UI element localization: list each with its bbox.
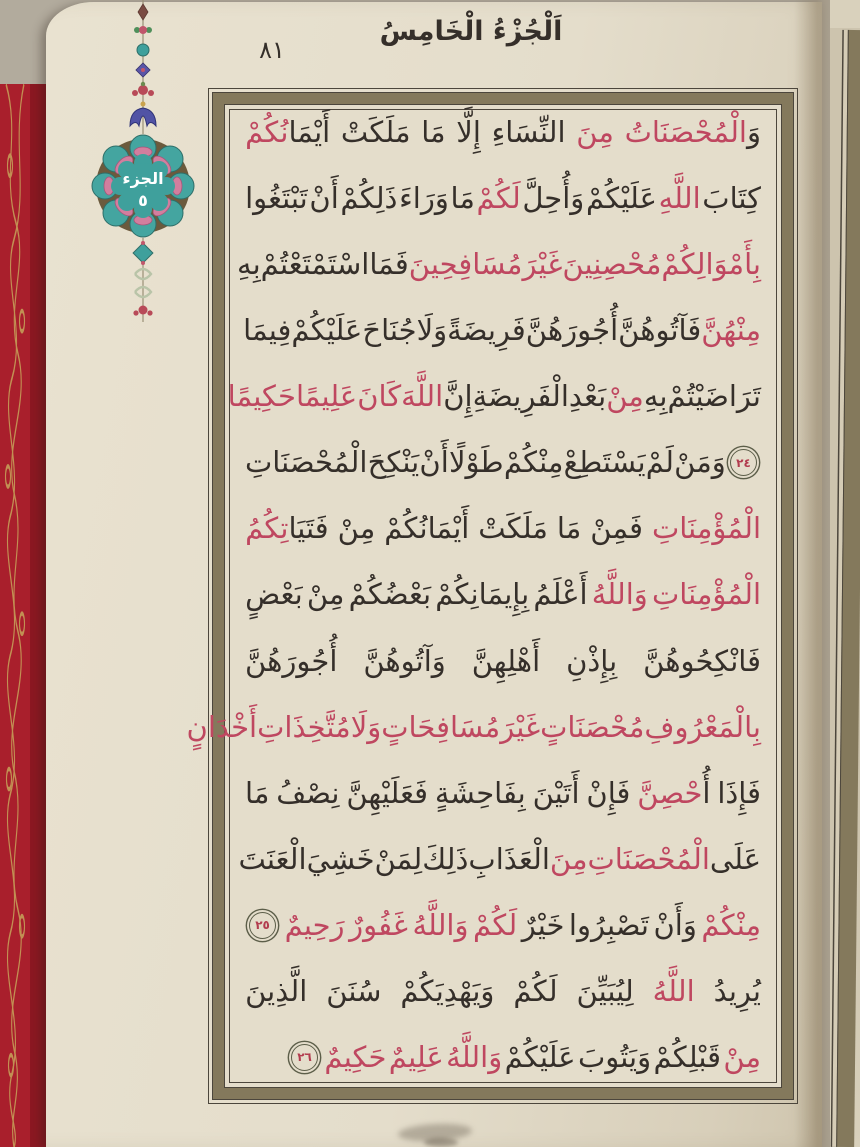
frame-band [186, 93, 793, 1099]
page-number: ٨١ [259, 36, 285, 64]
quran-word [306, 841, 375, 876]
quran-word [257, 709, 351, 744]
quran-word [381, 709, 501, 744]
highlighted-word-segment: اللَّهَ [401, 379, 444, 414]
verse-number: ٢٤ [736, 455, 751, 470]
quran-line [245, 643, 761, 678]
word-segment: لِيُبَيِّنَ [576, 973, 634, 1008]
quran-word [291, 313, 363, 348]
quran-frame [186, 88, 798, 1104]
quran-word [443, 379, 473, 414]
word-segment: لَمْ [645, 445, 674, 480]
word-segment: إِنَّ [443, 379, 473, 414]
quran-word [549, 841, 588, 876]
quran-word [478, 511, 548, 546]
quran-word [260, 247, 370, 282]
word-segment: طَوْلًا [449, 445, 504, 480]
quran-word [576, 115, 614, 149]
word-segment: بِإِذْنِ [566, 643, 618, 678]
highlighted-word-segment: الْمُحْصَنَاتِ [587, 841, 710, 876]
quran-word [388, 1039, 444, 1074]
word-segment: تَبْتَغُوا [245, 181, 308, 216]
word-segment: أَنْ [309, 181, 339, 216]
quran-word [591, 577, 648, 612]
facing-page-edge [830, 0, 860, 1147]
word-segment: عَلَيْكُمْ [291, 313, 363, 348]
word-segment: يُرِيدُ [713, 973, 761, 1008]
word-segment: فَرِيضَةً [447, 313, 526, 348]
quran-word [652, 973, 695, 1008]
quran-word [653, 907, 697, 942]
highlighted-word-segment: اللَّهُ [652, 973, 695, 1008]
quran-word [349, 907, 408, 942]
highlighted-word-segment: عَلِيمًا [295, 379, 358, 414]
word-segment: الْفَرِيضَةِ [472, 379, 569, 414]
word-segment: الْعَنَتَ [238, 841, 307, 876]
quran-word [522, 181, 585, 216]
quran-word [340, 181, 398, 216]
quran-word [585, 181, 657, 216]
word-segment: الَّذِينَ [245, 973, 308, 1008]
word-segment: بِفَاحِشَةٍ [434, 775, 526, 810]
word-segment: أُجُورَهُنَّ [245, 643, 338, 678]
quran-word [702, 181, 761, 216]
quran-word [532, 775, 580, 810]
highlighted-word-segment: مِنَ [549, 841, 588, 876]
word-segment: مِنْكُمْ [503, 445, 564, 480]
cover-gold-filigree-icon [0, 84, 32, 1147]
catchword-smudge [424, 1138, 458, 1147]
quran-line [245, 973, 761, 1008]
quran-line [245, 907, 761, 942]
quran-word [245, 445, 368, 480]
word-segment: فَمِنْ [590, 511, 643, 546]
quran-word [369, 247, 409, 282]
quran-word [645, 445, 674, 480]
quran-word [401, 379, 444, 414]
quran-word [449, 445, 504, 480]
word-segment: بَعْضُكُمْ [348, 577, 432, 612]
quran-word [503, 445, 564, 480]
quran-word [504, 1039, 576, 1074]
quran-line [227, 379, 761, 414]
word-segment: مَلَكَتْ [340, 115, 411, 149]
frame-outer-line [186, 92, 794, 1100]
quran-word [245, 577, 303, 612]
highlighted-word-segment: وَاللَّهُ [591, 577, 648, 612]
word-segment: أَيْمَا [288, 115, 331, 149]
word-segment: فَإِنْ [586, 775, 631, 810]
word-segment: أَيْمَانُكُمْ [384, 511, 470, 546]
quran-word [566, 643, 618, 678]
quran-word [238, 841, 307, 876]
quran-word [525, 313, 619, 348]
word-segment: فَمَا [369, 247, 409, 282]
quran-word [590, 511, 643, 546]
highlighted-word-segment: وَاللَّهُ [446, 1039, 503, 1074]
quran-word [637, 775, 711, 810]
word-segment: فَتَيَا [288, 511, 329, 546]
highlighted-word-segment: الْمُحْصَنَاتُ [624, 115, 747, 149]
highlighted-word-segment: أَخْدَانٍ [186, 709, 258, 744]
word-segment: جُنَاحَ [362, 313, 417, 348]
word-segment: مَلَكَتْ [478, 511, 548, 546]
highlighted-word-segment: مِنْكُمْ [701, 907, 761, 942]
quran-word [421, 115, 446, 149]
quran-word [667, 379, 761, 414]
highlighted-word-segment: رَحِيمٌ [284, 907, 345, 942]
word-segment: مَا [421, 115, 446, 149]
quran-word [363, 643, 446, 678]
word-segment: نِصْفُ [276, 775, 340, 810]
word-segment: وَآتُوهُنَّ [363, 643, 446, 678]
medallion-juz-number: ٥ [138, 191, 148, 210]
word-segment: أَهْلِهِنَّ [471, 643, 541, 678]
highlighted-word-segment: لَكُمْ [473, 907, 518, 942]
word-segment: مِنْ [337, 511, 376, 546]
word-segment: لِمَنْ [374, 841, 423, 876]
juz-header-title: اَلْجُزْءُ الْخَامِسُ [379, 16, 563, 47]
quran-word [618, 313, 702, 348]
highlighted-word-segment: غَفُورٌ [349, 907, 408, 942]
quran-line [245, 115, 761, 149]
quran-line [238, 841, 761, 876]
word-segment: سُنَنَ [326, 973, 382, 1008]
word-segment: وَرَاءَ [399, 181, 449, 216]
quran-word [243, 313, 292, 348]
quran-word [701, 907, 761, 942]
highlighted-word-segment: حَكِيمًا [227, 379, 296, 414]
word-segment: مَا [245, 775, 270, 810]
word-segment: خَشِيَ [306, 841, 375, 876]
highlighted-word-segment: بِالْمَعْرُوفِ [644, 709, 761, 744]
word-segment: مَا [556, 511, 582, 546]
quran-word [435, 577, 530, 612]
quran-word [576, 973, 634, 1008]
word-segment: وَمَنْ [674, 445, 726, 480]
quran-word [245, 643, 338, 678]
quran-word [606, 379, 644, 414]
quran-word [350, 709, 382, 744]
quran-word [362, 313, 417, 348]
quran-word [408, 247, 523, 282]
quran-word [468, 841, 550, 876]
highlighted-word-segment: مُسَافِحَاتٍ [381, 709, 501, 744]
word-segment: أَنْ [419, 445, 449, 480]
word-segment: مِنْ [306, 577, 345, 612]
word-segment: تَصْبِرُوا [568, 907, 649, 942]
word-segment: الْعَذَابِ [468, 841, 550, 876]
quran-word [324, 1039, 387, 1074]
frame-innermost-line [186, 109, 777, 1083]
word-segment: وَأَنْ [653, 907, 697, 942]
word-segment: إِلَّا [456, 115, 481, 149]
highlighted-word-segment: وَلَا [350, 709, 382, 744]
highlighted-word-segment: الْمُؤْمِنَاتِ [651, 511, 761, 546]
frame-inner-line [186, 104, 782, 1088]
highlighted-word-segment: وَاللَّهُ [412, 907, 469, 942]
quran-word [245, 775, 270, 810]
word-segment: قَبْلِكُمْ [653, 1039, 721, 1074]
quran-word [306, 577, 345, 612]
verse-number: ٢٦ [297, 1050, 312, 1065]
word-segment: ذَلِكُمْ [340, 181, 398, 216]
quran-word [400, 973, 495, 1008]
word-segment: فَعَلَيْهِنَّ [346, 775, 428, 810]
quran-word [384, 511, 470, 546]
quran-word [245, 181, 308, 216]
quran-word [513, 973, 558, 1008]
word-segment: وَأُحِلَّ [522, 181, 585, 216]
highlighted-word-segment: حَكِيمٌ [324, 1039, 387, 1074]
quran-word [701, 313, 761, 348]
word-segment: أُ [702, 775, 711, 810]
verse-end-marker [249, 912, 276, 939]
quran-word [245, 115, 331, 149]
word-segment: اسْتَمْتَعْتُمْ [260, 247, 370, 282]
quran-line [245, 577, 761, 612]
quran-word [577, 1039, 652, 1074]
quran-line [245, 775, 761, 810]
quran-word [472, 379, 569, 414]
quran-word [491, 115, 566, 149]
quran-word [367, 445, 420, 480]
word-segment: خَيْرٌ [521, 907, 565, 942]
word-segment: وَيَتُوبَ [577, 1039, 652, 1074]
word-segment: أَعْلَمُ [533, 577, 588, 612]
quran-word [713, 973, 761, 1008]
word-segment: ذَلِكَ [422, 841, 469, 876]
quran-word [346, 775, 428, 810]
quran-word [337, 511, 376, 546]
highlighted-word-segment: اللَّهِ [658, 181, 701, 216]
quran-line [186, 709, 761, 744]
quran-word [276, 775, 340, 810]
word-segment: فَانْكِحُوهُنَّ [643, 643, 761, 678]
quran-word [473, 907, 518, 942]
quran-word [540, 709, 645, 744]
quran-word [643, 379, 668, 414]
word-segment: بِهِ [643, 379, 668, 414]
verse-number: ٢٥ [255, 918, 270, 933]
highlighted-word-segment: لَكُمْ [476, 181, 521, 216]
word-segment: أُجُورَهُنَّ [525, 313, 619, 348]
quran-word [245, 511, 329, 546]
highlighted-word-segment: الْمُؤْمِنَاتِ [651, 577, 761, 612]
quran-word [563, 445, 646, 480]
quran-word [521, 907, 565, 942]
quran-word [562, 247, 662, 282]
quran-text-area [186, 110, 776, 1082]
quran-word [709, 841, 761, 876]
verse-end-marker [730, 449, 757, 476]
quran-word [653, 1039, 721, 1074]
quran-line [245, 181, 761, 216]
quran-word [456, 115, 481, 149]
quran-word [471, 643, 541, 678]
word-segment: يَسْتَطِعْ [563, 445, 646, 480]
word-segment: النِّسَاءِ [491, 115, 566, 149]
quran-word [237, 247, 261, 282]
quran-word [587, 841, 710, 876]
quran-word [340, 115, 411, 149]
quran-line [245, 511, 761, 546]
juz-medallion-icon [82, 0, 204, 322]
quran-word [674, 445, 726, 480]
highlighted-word-segment: بِأَمْوَالِكُمْ [661, 247, 761, 282]
quran-word [717, 775, 761, 810]
quran-line [243, 313, 761, 348]
highlighted-word-segment: تِكُمُ [245, 511, 289, 546]
quran-word [399, 181, 449, 216]
quran-line [245, 1039, 761, 1074]
medallion-juz-label: الجزء [122, 169, 164, 188]
highlighted-word-segment: كَانَ [357, 379, 402, 414]
word-segment: بَعْضٍ [245, 577, 303, 612]
highlighted-word-segment: غَيْرَ [500, 709, 541, 744]
highlighted-word-segment: مِنْهُنَّ [701, 313, 761, 348]
word-segment: عَلَيْكُمْ [585, 181, 657, 216]
quran-word [522, 247, 563, 282]
highlighted-word-segment: حْصِنَّ [637, 775, 703, 810]
highlighted-word-segment: عَلِيمٌ [388, 1039, 444, 1074]
word-segment: وَيَهْدِيَكُمْ [400, 973, 495, 1008]
quran-word [357, 379, 402, 414]
quran-word [723, 1039, 761, 1074]
word-segment: مَا [450, 181, 475, 216]
juz-medallion [82, 0, 204, 322]
word-segment: عَلَيْكُمْ [504, 1039, 576, 1074]
word-segment: الْمُحْصَنَاتِ [245, 445, 368, 480]
word-segment: عَلَى [709, 841, 761, 876]
quran-word [556, 511, 582, 546]
word-segment: فَآتُوهُنَّ [618, 313, 702, 348]
quran-word [309, 181, 339, 216]
quran-word [450, 181, 475, 216]
quran-word [447, 313, 526, 348]
quran-word [416, 313, 448, 348]
highlighted-word-segment: مُحْصِنِينَ [562, 247, 662, 282]
quran-line [237, 247, 761, 282]
quran-word [568, 907, 649, 942]
word-segment: فَإِذَا [717, 775, 761, 810]
word-segment: كِتَابَ [702, 181, 761, 216]
word-segment: بِإِيمَانِكُمْ [435, 577, 530, 612]
word-segment: فِيمَا [243, 313, 292, 348]
quran-line [245, 445, 761, 480]
word-segment: يَنْكِحَ [367, 445, 420, 480]
quran-word [624, 115, 761, 149]
quran-word [586, 775, 631, 810]
quran-word [419, 445, 449, 480]
quran-word [186, 709, 258, 744]
quran-word [476, 181, 521, 216]
quran-word [643, 643, 761, 678]
word-segment: بَعْدِ [568, 379, 607, 414]
highlighted-word-segment: مُتَّخِذَاتِ [257, 709, 351, 744]
highlighted-word-segment: غَيْرَ [522, 247, 563, 282]
quran-word [326, 973, 382, 1008]
verse-end-marker [291, 1044, 318, 1071]
quran-word [227, 379, 296, 414]
quran-word [658, 181, 701, 216]
quran-word [651, 577, 761, 612]
word-segment: بِهِ [237, 247, 261, 282]
quran-word [661, 247, 761, 282]
word-segment: لَكُمْ [513, 973, 558, 1008]
quran-word [500, 709, 541, 744]
quran-word [245, 973, 308, 1008]
quran-word [446, 1039, 503, 1074]
quran-word [568, 379, 607, 414]
highlighted-word-segment: مُسَافِحِينَ [408, 247, 523, 282]
word-segment: وَ [746, 115, 761, 149]
word-segment: تَرَاضَيْتُمْ [667, 379, 761, 414]
quran-word [348, 577, 432, 612]
highlighted-word-segment: مِنَ [576, 115, 614, 149]
highlighted-word-segment: نُكُمْ [245, 115, 289, 149]
quran-word [295, 379, 358, 414]
highlighted-word-segment: مُحْصَنَاتٍ [540, 709, 645, 744]
facing-page-frame-band [836, 30, 860, 1147]
quran-word [533, 577, 588, 612]
quran-word [422, 841, 469, 876]
word-segment: أَتَيْنَ [532, 775, 580, 810]
quran-word [412, 907, 469, 942]
quran-word [374, 841, 423, 876]
quran-word [651, 511, 761, 546]
highlighted-word-segment: مِنْ [723, 1039, 761, 1074]
quran-word [644, 709, 761, 744]
quran-word [284, 907, 345, 942]
word-segment: وَلَا [416, 313, 448, 348]
highlighted-word-segment: مِنْ [606, 379, 644, 414]
quran-word [434, 775, 526, 810]
